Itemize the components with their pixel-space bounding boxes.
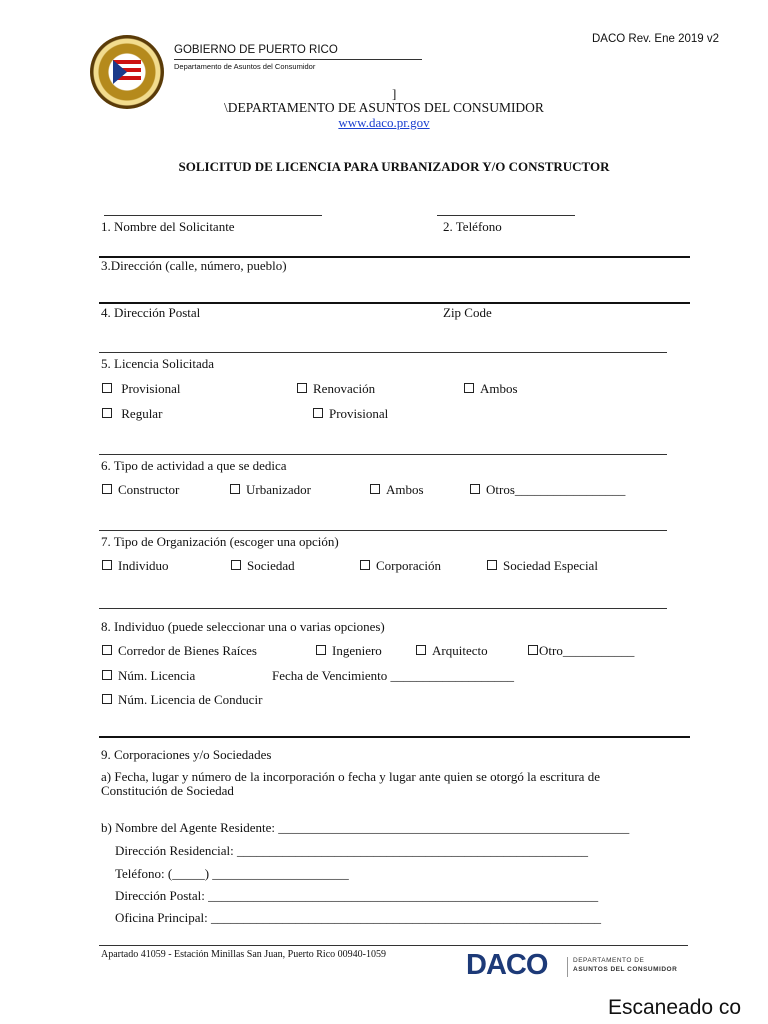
checkbox[interactable] [102,694,112,704]
section9-a-line2: Constitución de Sociedad [101,783,234,798]
footer-rule [99,945,688,946]
option-provisional-2[interactable]: Provisional [313,406,388,422]
checkbox[interactable] [470,484,480,494]
section9-postal-field[interactable]: Dirección Postal: ____________________________________________________________ [115,888,599,903]
option-corporacion[interactable]: Corporación [360,558,441,574]
logo-divider [567,957,568,977]
option-sociedad-especial[interactable]: Sociedad Especial [487,558,598,574]
checkbox[interactable] [360,560,370,570]
option-arquitecto[interactable]: Arquitecto [416,643,488,659]
dept-small: Departamento de Asuntos del Consumidor [174,62,316,71]
gov-name: GOBIERNO DE PUERTO RICO [174,44,338,56]
section7-title: 7. Tipo de Organización (escoger una opción) [101,534,339,549]
section6-rule [99,454,667,455]
checkbox[interactable] [313,408,323,418]
daco-logo: DACO [466,949,548,981]
logo-sub2: ASUNTOS DEL CONSUMIDOR [573,966,678,973]
postal-line[interactable] [99,302,690,304]
section9-a-line1: a) Fecha, lugar y número de la incorporación o fecha y lugar ante quien se otorgó la escritura de [101,769,600,784]
option-provisional[interactable]: Provisional [102,381,180,397]
option-corredor[interactable]: Corredor de Bienes Raíces [102,643,257,659]
dept-title: \DEPARTAMENTO DE ASUNTOS DEL CONSUMIDOR [224,100,544,115]
section7-rule [99,530,667,531]
header-rule [174,59,422,60]
scanner-overlay-text: Escaneado co [608,996,742,1019]
checkbox[interactable] [487,560,497,570]
option-otro[interactable]: Otro___________ [528,643,634,659]
option-num-licencia[interactable]: Núm. Licencia [102,668,195,684]
checkbox[interactable] [230,484,240,494]
phone-line[interactable] [437,215,575,216]
option-ingeniero[interactable]: Ingeniero [316,643,382,659]
agent-field[interactable]: b) Nombre del Agente Residente: ______________________________________________________ [101,820,630,835]
checkbox[interactable] [297,383,307,393]
section9-phone-field[interactable]: Teléfono: (_____) _____________________ [115,866,349,881]
option-ambos[interactable]: Ambos [464,381,518,397]
option-otros[interactable]: Otros_________________ [470,482,625,498]
checkbox[interactable] [102,560,112,570]
form-title: SOLICITUD DE LICENCIA PARA URBANIZADOR Y/O CONSTRUCTOR [178,159,610,174]
name-line[interactable] [104,215,322,216]
checkbox[interactable] [528,645,538,655]
section5-rule [99,352,667,353]
footer-address: Apartado 41059 - Estación Minillas San Juan, Puerto Rico 00940-1059 [101,949,386,960]
checkbox[interactable] [102,383,112,393]
checkbox[interactable] [416,645,426,655]
puerto-rico-seal-icon [90,35,164,109]
option-sociedad[interactable]: Sociedad [231,558,295,574]
section8-title: 8. Individuo (puede seleccionar una o varias opciones) [101,619,385,634]
section8-rule [99,608,667,609]
checkbox[interactable] [102,645,112,655]
section6-title: 6. Tipo de actividad a que se dedica [101,458,287,473]
section9-title: 9. Corporaciones y/o Sociedades [101,747,272,762]
logo-sub1: DEPARTAMENTO DE [573,957,645,964]
phone-label: 2. Teléfono [443,219,502,234]
address-label: 3.Dirección (calle, número, pueblo) [101,258,287,273]
option-renovacion[interactable]: Renovación [297,381,375,397]
checkbox[interactable] [102,408,112,418]
website-link[interactable]: www.daco.pr.gov [338,115,430,130]
stray-mark: ] [392,86,397,101]
applicant-name-label: 1. Nombre del Solicitante [101,219,235,234]
checkbox[interactable] [102,670,112,680]
zip-label: Zip Code [443,305,492,320]
checkbox[interactable] [370,484,380,494]
option-ambos-6[interactable]: Ambos [370,482,424,498]
expiry-field[interactable]: Fecha de Vencimiento ___________________ [272,668,515,683]
option-individuo[interactable]: Individuo [102,558,169,574]
postal-address-label: 4. Dirección Postal [101,305,201,320]
option-constructor[interactable]: Constructor [102,482,179,498]
revision-label: DACO Rev. Ene 2019 v2 [592,33,719,45]
option-urbanizador[interactable]: Urbanizador [230,482,311,498]
option-licencia-conducir[interactable]: Núm. Licencia de Conducir [102,692,262,708]
residential-field[interactable]: Dirección Residencial: ______________________________________________________ [115,843,589,858]
checkbox[interactable] [102,484,112,494]
checkbox[interactable] [316,645,326,655]
checkbox[interactable] [464,383,474,393]
checkbox[interactable] [231,560,241,570]
section9-rule [99,736,690,738]
option-regular[interactable]: Regular [102,406,162,422]
office-field[interactable]: Oficina Principal: ____________________________________________________________ [115,910,602,925]
section5-title: 5. Licencia Solicitada [101,356,214,371]
